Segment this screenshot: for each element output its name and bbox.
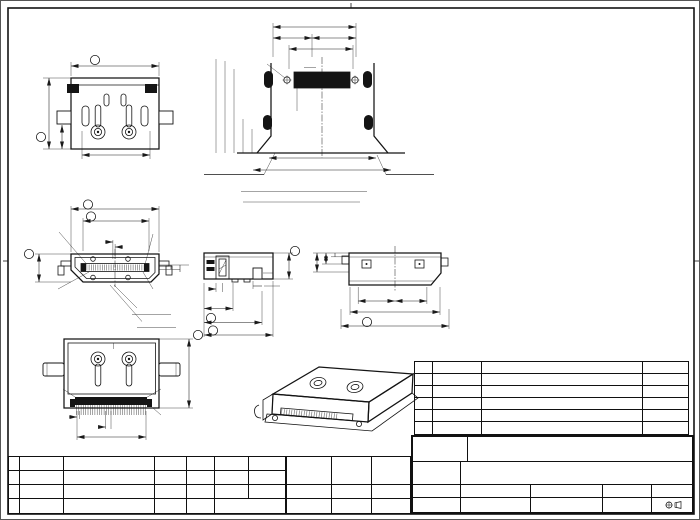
view-side xyxy=(204,246,300,337)
part-desc xyxy=(482,362,643,374)
part-desc xyxy=(482,374,643,386)
part-remark xyxy=(643,386,688,398)
balloon-04 xyxy=(86,212,95,221)
file-name-row xyxy=(413,498,692,512)
rev-date xyxy=(20,485,64,499)
rev-cell xyxy=(187,471,215,485)
rev-header xyxy=(155,499,187,513)
part-remark xyxy=(643,362,688,374)
rev-header xyxy=(9,499,20,513)
company-row xyxy=(413,437,692,462)
parts-header-name xyxy=(433,422,482,434)
tolerance-cell xyxy=(215,457,249,471)
design-date-cell xyxy=(372,457,410,485)
tolerance-cell xyxy=(249,485,285,499)
parts-header-no xyxy=(415,422,433,434)
check-label xyxy=(287,485,332,499)
tolerance-cell xyxy=(249,457,285,471)
appro-name-cell xyxy=(332,499,372,513)
general-tolerance-note xyxy=(215,499,285,513)
tolerance-cell xyxy=(249,471,285,485)
drawing-title xyxy=(461,462,692,484)
rev-name xyxy=(155,485,187,499)
title-label xyxy=(413,462,461,484)
rev-cell xyxy=(64,471,155,485)
balloon-01 xyxy=(90,55,99,64)
balloon-03 xyxy=(83,200,92,209)
balloon-06 xyxy=(206,313,215,322)
rev-value xyxy=(9,485,20,499)
appro-label xyxy=(287,499,332,513)
parts-table xyxy=(414,361,689,435)
projection-symbol-icon xyxy=(665,501,682,509)
view-front xyxy=(24,200,189,328)
rev-cell xyxy=(9,471,20,485)
part-no xyxy=(415,362,433,374)
appro-date-cell xyxy=(372,499,410,513)
tolerance-cell xyxy=(215,471,249,485)
part-remark xyxy=(643,374,688,386)
part-no xyxy=(415,386,433,398)
unit-label xyxy=(652,485,692,498)
file-name-value xyxy=(461,498,531,512)
design-label xyxy=(287,457,332,485)
part-no-value xyxy=(461,485,531,498)
part-desc xyxy=(482,386,643,398)
design-name-cell xyxy=(332,457,372,485)
part-no xyxy=(415,398,433,410)
parts-header-remark xyxy=(643,422,688,434)
view-pcb-layout xyxy=(204,23,434,202)
balloon-10 xyxy=(193,330,202,339)
revision-table xyxy=(8,456,286,514)
part-no-row xyxy=(413,485,692,499)
part-no xyxy=(415,374,433,386)
rev-appro xyxy=(187,485,215,499)
balloon-07 xyxy=(208,326,217,335)
rev-cell xyxy=(64,457,155,471)
rev-cell xyxy=(20,457,64,471)
balloon-05 xyxy=(24,249,33,258)
view-bottom xyxy=(43,330,203,440)
rev-cell xyxy=(155,457,187,471)
part-name xyxy=(433,374,482,386)
rev-cell xyxy=(20,471,64,485)
customer-no-label xyxy=(531,485,603,498)
parts-header-desc xyxy=(482,422,643,434)
company-logo xyxy=(413,437,468,461)
part-no xyxy=(415,410,433,422)
part-no-label xyxy=(413,485,461,498)
part-name xyxy=(433,398,482,410)
balloon-02 xyxy=(36,132,45,141)
balloon-08 xyxy=(290,246,299,255)
rev-header xyxy=(20,499,64,513)
part-name xyxy=(433,362,482,374)
size-cell xyxy=(652,498,692,512)
rev-header xyxy=(64,499,155,513)
scale-cell xyxy=(603,498,652,512)
rev-description xyxy=(64,485,155,499)
part-remark xyxy=(643,410,688,422)
rev-cell xyxy=(9,457,20,471)
check-date-cell xyxy=(372,485,410,499)
part-remark xyxy=(643,398,688,410)
check-name-cell xyxy=(332,485,372,499)
part-desc xyxy=(482,398,643,410)
rev-cell xyxy=(155,471,187,485)
rev-header xyxy=(187,499,215,513)
company-name xyxy=(468,437,692,461)
title-block xyxy=(411,435,694,515)
tolerance-cell xyxy=(215,485,249,499)
view-top xyxy=(36,55,173,159)
part-name xyxy=(433,386,482,398)
sheet-cell xyxy=(531,498,603,512)
part-desc xyxy=(482,410,643,422)
title-row xyxy=(413,462,692,485)
view-isometric xyxy=(255,367,419,431)
customer-no-value xyxy=(603,485,652,498)
rev-cell xyxy=(187,457,215,471)
file-name-label xyxy=(413,498,461,512)
approval-table xyxy=(286,456,411,514)
balloon-09 xyxy=(362,317,371,326)
part-name xyxy=(433,410,482,422)
